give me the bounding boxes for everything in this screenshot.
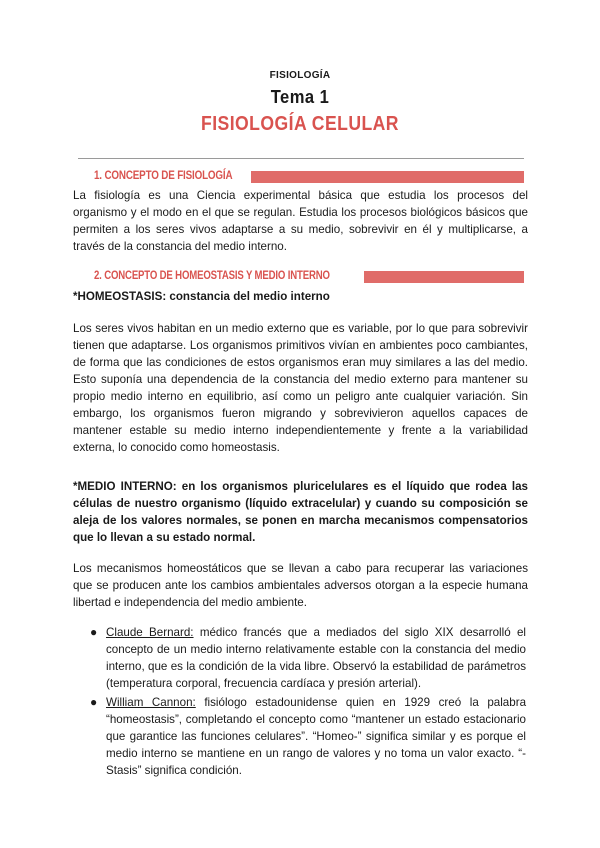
bullet-text: fisiólogo estadounidense quien en 1929 creó la palabra “homeostasis”, completando el concepto como “mantener un estado estacionario que garantice las funciones celulares”. “Homeo-” significa similar y es porque el medio interno se mantiene en un rango de valores y no toma un valor exacto. “-Stasis” significa condición. bbox=[106, 696, 527, 777]
title-divider bbox=[78, 158, 524, 159]
bullet-name: William Cannon: bbox=[106, 696, 196, 709]
homeostasis-body: Los seres vivos habitan en un medio externo que es variable, por lo que para sobrevivir tienen que adaptarse. Los organismos primitivos vivían en ambientes poco cambiantes, de forma que las condiciones de estos organismos eran muy similares a las del medio. Esto suponía una dependencia de la constancia del medio externo para mantener su propio medio interno en equilibrio, así como un peligro ante cualquier variación. Sin embargo, los organismos fueron migrando y sobrevivieron aquellos capaces de mantener estable su medio interno independientemente y frente a la variabilidad externa, lo conocido como homeostasis. bbox=[73, 322, 528, 454]
section-2-heading-text: 2. CONCEPTO DE HOMEOSTASIS Y MEDIO INTERNO bbox=[94, 268, 330, 282]
subject-label: FISIOLOGÍA bbox=[269, 70, 331, 81]
bullet-icon: ● bbox=[90, 695, 98, 709]
section-1-heading bbox=[94, 168, 524, 184]
section-1-heading-text: 1. CONCEPTO DE FISIOLOGÍA bbox=[94, 168, 233, 182]
list-item bbox=[90, 694, 526, 779]
tema-heading: Tema 1 bbox=[270, 87, 330, 107]
section-1-body: La fisiología es una Ciencia experimental básica que estudia los procesos del organismo y el modo en el que se regulan. Estudia los procesos biológicos básicos que permiten a los seres vivos adaptarse a su medio, sobrevivir en él y multiplicarse, a través de la constancia del medio interno. bbox=[73, 189, 528, 253]
bullet-text: médico francés que a mediados del siglo XIX desarrolló el concepto de un medio interno relativamente estable con la constancia del medio interno, que es la condición de la vida libre. Observó la estabilidad de parámetros (temperatura corporal, frecuencia cardíaca y presión arterial). bbox=[106, 626, 526, 690]
section-1-heading-bar bbox=[251, 171, 524, 183]
section-2-heading-bar bbox=[364, 271, 524, 283]
medio-interno-definition: *MEDIO INTERNO: en los organismos pluricelulares es el líquido que rodea las células de nuestro organismo (líquido extracelular) y cuando su composición se aleja de los valores normales, se ponen en marcha mecanismos compensatorios que lo llevan a su estado normal. bbox=[73, 480, 528, 544]
section-2-heading bbox=[94, 268, 524, 284]
homeostasis-title: *HOMEOSTASIS: constancia del medio interno bbox=[73, 290, 330, 303]
page-title: FISIOLOGÍA CELULAR bbox=[201, 113, 399, 135]
mecanismos-body: Los mecanismos homeostáticos que se llevan a cabo para recuperar las variaciones que se producen ante los cambios ambientales adversos otorgan a la especie humana libertad e independencia del medio ambiente. bbox=[73, 562, 528, 609]
bullet-icon: ● bbox=[90, 625, 98, 639]
list-item bbox=[90, 624, 526, 692]
bullet-list bbox=[90, 624, 526, 781]
bullet-name: Claude Bernard: bbox=[106, 626, 194, 639]
